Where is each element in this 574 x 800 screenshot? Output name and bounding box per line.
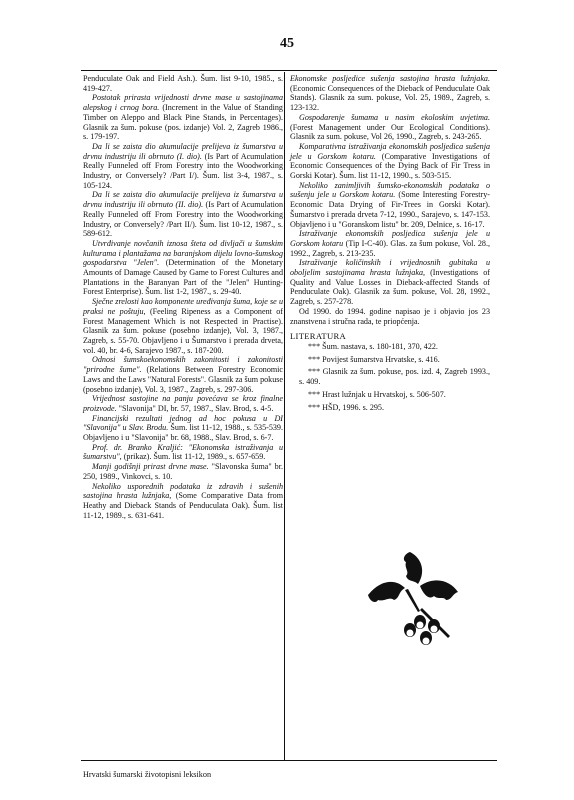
bibliography-entry: [290, 229, 490, 258]
entry-title: Da li se zaista dio akumulacije prelijeva iz šumarstva u drvnu industriju ili obrnuto (I. dio).: [83, 141, 283, 161]
bibliography-entry: [290, 113, 490, 142]
bibliography-entry: [83, 239, 283, 297]
bibliography-entry: [290, 74, 490, 113]
entry-text: (Feeling Ripeness as a Component of Forest Management Which is not Respected in Practise). Glasnik za šum. pokuse (posebno izdanje), Vol. 3, 1987., Zagreb, s. 55-70. Objavljeno i u Šumarstvo i prerada drveta, vol. 40, br. 4-6, Sarajevo 1987., s. 187-200.: [83, 306, 284, 355]
entry-text: (Relations Between Forestry Economic Laws and the Laws "Natural Forests". Glasnik za šum pokuse (posebno izdanje), Vol. 3, 1987., Zagreb, s. 297-306.: [83, 365, 283, 394]
bibliography-entry: [83, 394, 283, 413]
bibliography-entry: [290, 142, 490, 181]
literature-list: [290, 342, 490, 412]
bibliography-entry: [83, 93, 283, 142]
bottom-rule: [81, 760, 497, 761]
entry-title: Komparativna istraživanja ekonomskih posljedica sušenja jele u Gorskom kotaru.: [290, 141, 490, 161]
entry-title: Odnosi šumskoekonomskih zakonitosti i zakonitosti "prirodne šume".: [83, 355, 283, 375]
entry-text: (Economic Consequences of the Dieback of Penduculate Oak Stands). Glasnik za sum. pokuse, Vol. 25, 1989., Zagreb, s. 123-132.: [290, 83, 490, 113]
entry-text: (Comparative Investigations of Economic Consequences of the Dying Back of Fir Tress in Gorski Kotar). Šum. list 11-12, 1990., s. 503-515.: [290, 151, 490, 181]
right-entries: [290, 74, 490, 326]
entry-title: Postotak prirasta vrijednosti drvne mase u sastojinama alepskog i crnog bora.: [83, 93, 283, 113]
entry-title: Gospodarenje šumama u nasim ekoloskim uvjetima.: [299, 112, 490, 122]
entry-text: (Some Comparative Data from Heathy and Dieback Stands of Penduculata Oak). Šum. list 11-12, 1989., s. 631-641.: [83, 491, 283, 520]
bibliography-entry: [290, 181, 490, 230]
entry-text: (Investigations of Quality and Value Losses in Dieback-affected Stands of Penduculate Oak). Glasnik za šum. pokuse, Vol. 28, 1992., Zagreb, s. 257-278.: [290, 268, 490, 307]
bibliography-entry: [83, 414, 283, 443]
literature-item: *** HŠD, 1996. s. 295.: [308, 402, 384, 412]
bibliography-entry: [83, 443, 283, 462]
entry-text: Šum. list 11-12, 1988., s. 535-539. Objavljeno i u "Slavonija" br. 68, 1988., Slav. Brod, s. 6-7.: [83, 423, 283, 443]
entry-text: Od 1990. do 1994. godine napisao je i objavio jos 23 znanstvena i stručna rada, te priopćenja.: [290, 306, 490, 326]
entry-title: Manji godišnji prirast drvne mase.: [92, 462, 209, 472]
entry-text: (Forest Management under Our Ecological Conditions). Glasnik za sum. pokuse, Vol 26, 1990., Zagreb, s. 243-265.: [290, 122, 490, 142]
bibliography-entry: [290, 307, 490, 326]
entry-title: Ekonomske posljedice sušenja sastojina hrasta lužnjaka.: [290, 74, 490, 83]
bibliography-entry: [83, 355, 283, 394]
literature-item: *** Povijest šumarstva Hrvatske, s. 416.: [308, 354, 440, 364]
bibliography-entry: [290, 258, 490, 307]
page-number: 45: [280, 36, 294, 51]
entry-title: Da li se zaista dio akumulacije prelijeva iz šumarstva u drvnu industriju ili obrnuto (II. dio).: [83, 190, 283, 210]
footer-text: Hrvatski šumarski životopisni leksikon: [83, 770, 212, 779]
column-divider: [284, 72, 285, 760]
entry-text: (Tip I-C-40). Glas. za šum pokuse, Vol. 28., 1992., Zagreb, s. 213-235.: [290, 238, 490, 258]
top-rule: [81, 70, 497, 71]
bibliography-entry: [83, 482, 283, 521]
entry-text: "Slavonska šuma" br. 250, 1989., Vinkovci, s. 10.: [83, 462, 283, 481]
entry-title: Utvrđivanje novčanih iznosa šteta od divljači u šumskim kulturama i plantažama na baranjskom dijelu lovno-šumskog gospodarstva "Jelen".: [83, 238, 283, 268]
entry-title: Vrijednost sastojine na panju povećava se kroz finalne proizvode.: [83, 394, 283, 413]
entry-text: (Some Interesting Forestry-Economic Data Drying of Fir-Trees in Gorski Kotar). Šumarstvo i prerada drveta 7-12, 1990., Sarajevo, s. 147-153. Objavljeno i u "Goranskom listu" br. 209, Delnice, s. 16-17.: [290, 190, 490, 229]
literature-item: *** Glasnik za šum. pokuse, pos. izd. 4, Zagreb 1993., s. 409.: [299, 367, 490, 387]
entry-text: (Increment in the Value of Standing Timber on Aleppo and Black Pine Stands, in Percentages). Glasnik za šum. pokuse (pos. izdanje) Vol. 2, Zagreb 1986., s. 179-197.: [83, 103, 283, 142]
bibliography-entry: [83, 74, 283, 93]
left-column: [83, 74, 283, 520]
literature-item: *** Šum. nastava, s. 180-181, 370, 422.: [308, 341, 438, 351]
entry-text: (Is Part of Acumulation Really Funneled off From Forestry into the Woodworking Industry, or Conversely? /Part II/). Šum. list 10-12, 1987., s. 589-612.: [83, 200, 283, 239]
entry-title: Nekoliko zanimljivih šumsko-ekonomskih podataka o sušenju jele u Gorskom kotaru.: [290, 180, 490, 200]
right-column: [290, 74, 490, 415]
entry-text: Penduculate Oak and Field Ash.). Šum. list 9-10, 1985., s. 419-427.: [83, 74, 283, 93]
entry-title: Nekoliko usporednih podataka iz zdravih i sušenih sastojina hrasta lužnjaka,: [83, 481, 283, 501]
entry-title: Sječne zrelosti kao komponente uređivanja šuma, koje se u praksi ne poštuju,: [83, 297, 283, 316]
entry-text: "Slavonija" DI, br. 57, 1987., Slav. Brod, s. 4-5.: [116, 403, 274, 413]
entry-text: (Is Part of Acumulation Really Funneled off From Forestry into the Woodworking Industry, or Conversely? /Part I/). Šum. list 3-4, 1987., s. 105-124.: [83, 151, 283, 190]
oak-leaves-acorns-ornament: [360, 540, 470, 660]
literature-heading: LITERATURA: [290, 331, 346, 342]
literature-item: *** Hrast lužnjak u Hrvatskoj, s. 506-507.: [308, 389, 446, 399]
bibliography-entry: [83, 142, 283, 191]
entry-title: Prof. dr. Branko Kraljić: "Ekonomska istraživanja u šumarstvu",: [83, 442, 283, 462]
bibliography-entry: [83, 297, 283, 355]
bibliography-entry: [83, 190, 283, 239]
entry-text: (Determination of the Monetary Amounts of Damage Caused by Game to Forest Cultures and Plantations in the Baranyan Part of the "Jelen" Hunting-Forest Enterprise). Šum. list 1-2, 1987., s. 29-40.: [83, 258, 283, 297]
entry-text: (prikaz). Šum. list 11-12, 1989., s. 657-659.: [121, 452, 266, 462]
entry-title: Financijski rezultati jednog ad hoc pokusa u DI "Slavonija" u Slav. Brodu.: [83, 413, 283, 433]
entry-title: Istraživanje ekonomskih posljedica sušenja jele u Gorskom kotaru: [290, 229, 490, 248]
entry-title: Istraživanje količinskih i vrijednosnih gubitaka u oboljelim sastojinama hrasta lužnjaka,: [290, 258, 490, 278]
bibliography-entry: [83, 462, 283, 481]
